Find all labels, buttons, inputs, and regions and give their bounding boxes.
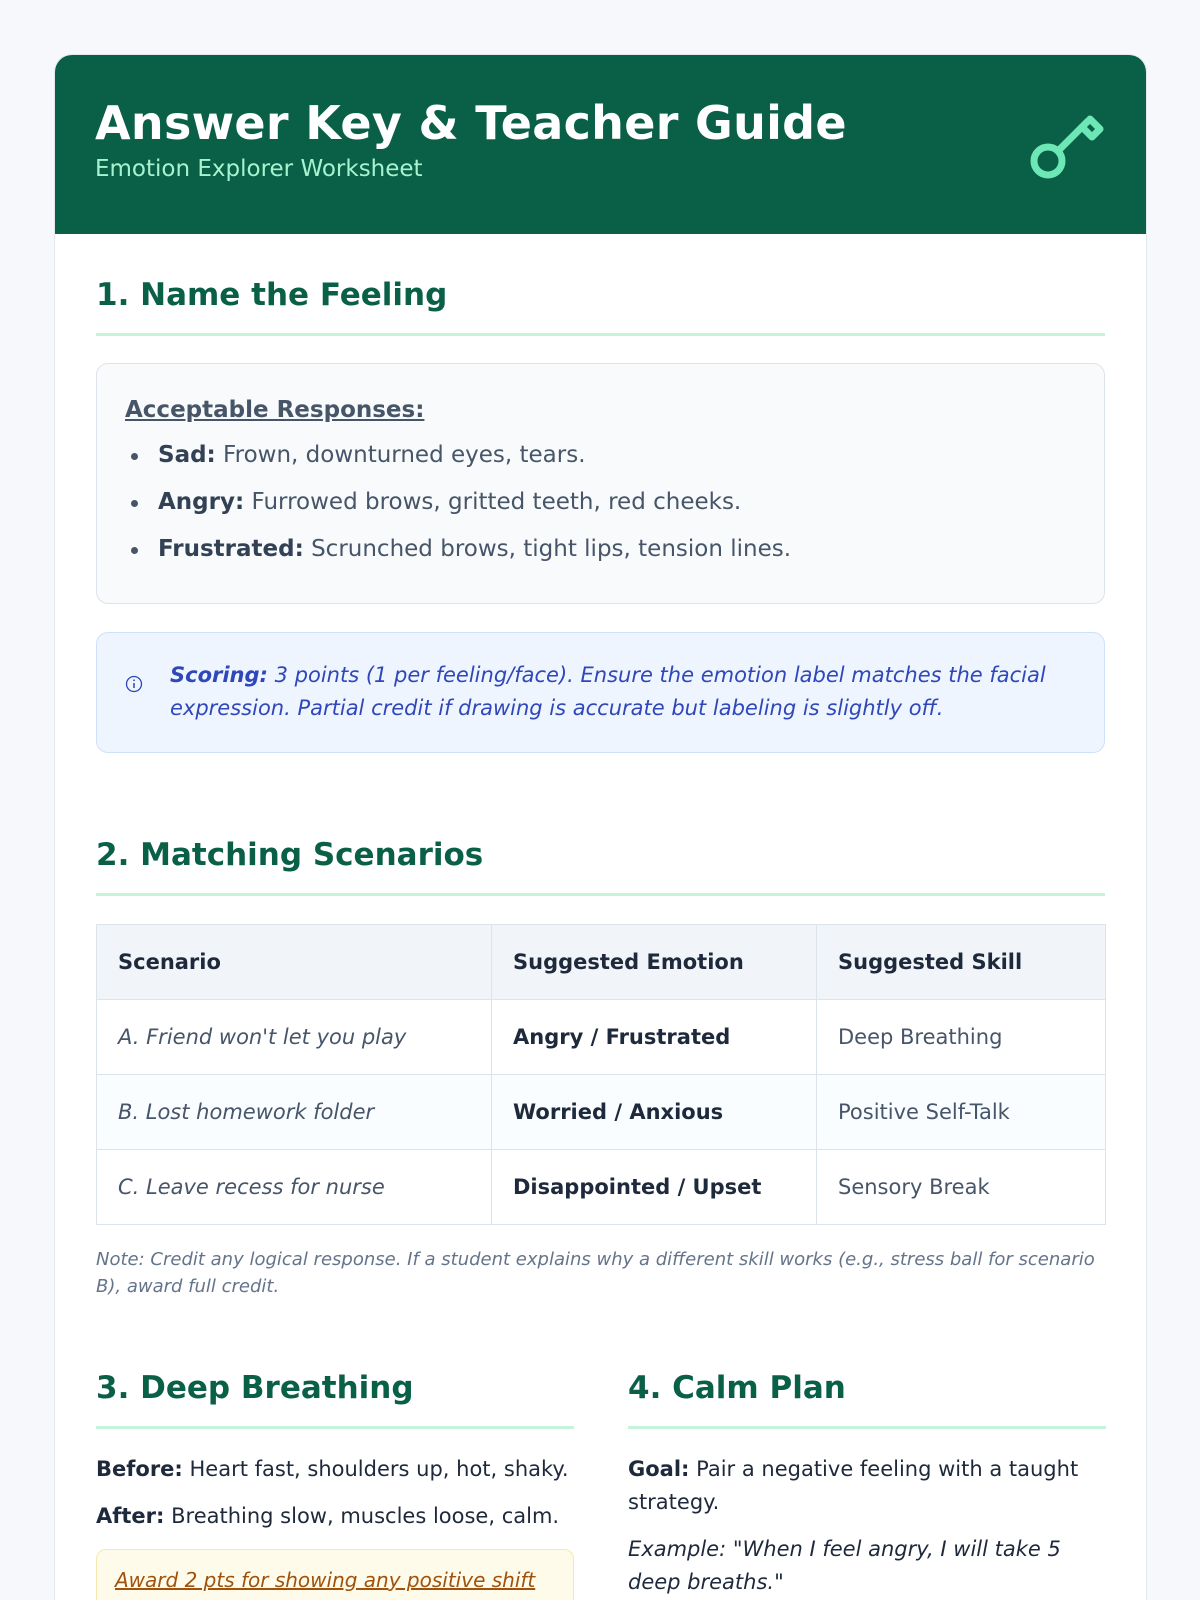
response-text: Frown, downturned eyes, tears. [215, 442, 586, 468]
response-label: Frustrated: [158, 536, 304, 562]
scenario-cell: A. Friend won't let you play [97, 1000, 492, 1075]
after-text: Breathing slow, muscles loose, calm. [164, 1504, 560, 1528]
table-row [97, 1000, 1106, 1075]
section-name-the-feeling-title: 1. Name the Feeling [96, 275, 1105, 336]
scenario-cell: B. Lost homework folder [97, 1075, 492, 1150]
emotion-cell: Angry / Frustrated [492, 1000, 817, 1075]
before-label: Before: [96, 1457, 183, 1481]
section-matching-scenarios-title: 2. Matching Scenarios [96, 835, 1105, 896]
after-line [96, 1500, 574, 1533]
responses-list [125, 440, 1076, 564]
example-line: Example: "When I feel angry, I will take 5 deep breaths." [628, 1537, 1061, 1594]
response-text: Scrunched brows, tight lips, tension lines. [303, 536, 792, 562]
list-item [125, 487, 1076, 517]
table-row [97, 1075, 1106, 1150]
section-deep-breathing-title: 3. Deep Breathing [96, 1368, 574, 1429]
column-header-scenario: Scenario [97, 925, 492, 1000]
column-header-skill: Suggested Skill [817, 925, 1106, 1000]
scenario-cell: C. Leave recess for nurse [97, 1150, 492, 1225]
scoring-label: Scoring: [170, 663, 268, 687]
emotion-cell: Disappointed / Upset [492, 1150, 817, 1225]
column-header-emotion: Suggested Emotion [492, 925, 817, 1000]
deep-breathing-column [96, 1368, 574, 1600]
page-title: Answer Key & Teacher Guide [95, 96, 847, 150]
goal-text: Pair a negative feeling with a taught strategy. [628, 1457, 1079, 1514]
skill-cell: Deep Breathing [817, 1000, 1106, 1075]
header-banner [55, 55, 1146, 234]
before-text: Heart fast, shoulders up, hot, shaky. [182, 1457, 569, 1481]
section-calm-plan-title: 4. Calm Plan [628, 1368, 1106, 1429]
skill-cell: Positive Self-Talk [817, 1075, 1106, 1150]
calm-plan-column [628, 1368, 1106, 1600]
info-icon [125, 675, 143, 693]
page-subtitle: Emotion Explorer Worksheet [95, 156, 423, 182]
list-item [125, 440, 1076, 470]
goal-line [628, 1453, 1106, 1519]
scoring-text: 3 points (1 per feeling/face). Ensure the emotion label matches the facial expression. Partial credit if drawing is accurate but labeling is slightly off. [170, 663, 1046, 720]
answer-key-card [54, 54, 1147, 1600]
award-callout: Award 2 pts for showing any positive shift [96, 1549, 574, 1600]
skill-cell: Sensory Break [817, 1150, 1106, 1225]
table-header-row [97, 925, 1106, 1000]
acceptable-responses-box [96, 363, 1105, 604]
scenarios-table [96, 924, 1106, 1225]
after-label: After: [96, 1504, 165, 1528]
goal-label: Goal: [628, 1457, 690, 1481]
before-line [96, 1453, 574, 1486]
response-text: Furrowed brows, gritted teeth, red cheeks. [244, 489, 742, 515]
response-label: Sad: [158, 442, 216, 468]
emotion-cell: Worried / Anxious [492, 1075, 817, 1150]
response-label: Angry: [158, 489, 245, 515]
two-column-sections [96, 1368, 1106, 1600]
list-item [125, 534, 1076, 564]
responses-heading: Acceptable Responses: [125, 397, 425, 423]
key-icon [1026, 105, 1106, 185]
table-note: Note: Credit any logical response. If a student explains why a different skill works (e.g., stress ball for scenario B), award full credit. [96, 1249, 1095, 1297]
table-row [97, 1150, 1106, 1225]
scoring-callout [96, 632, 1105, 753]
